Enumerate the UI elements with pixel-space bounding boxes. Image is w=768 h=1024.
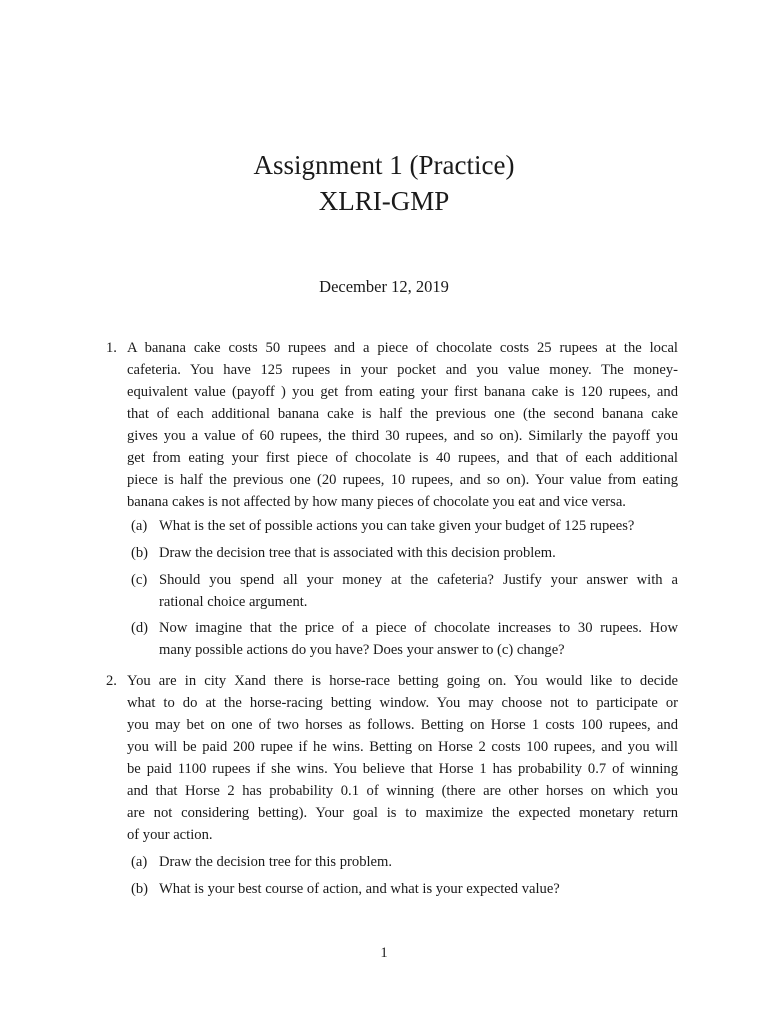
- text-line: What is your best course of action, and what is your expected value?: [159, 881, 560, 897]
- subquestion-text: [159, 617, 678, 661]
- subquestion-text: [159, 542, 678, 564]
- text-line: that of each additional banana cake is half the previous one (the second banana cake: [127, 406, 678, 422]
- text-line: be paid 1100 rupees if she wins. You believe that Horse 1 has probability 0.7 of winning: [127, 761, 678, 777]
- text-line: Now imagine that the price of a piece of chocolate increases to 30 rupees. How: [159, 620, 678, 636]
- subquestion-label: (d): [131, 620, 149, 636]
- subquestion-text: [159, 515, 678, 537]
- page-number: 1: [380, 945, 388, 961]
- text-line: You are in city Xand there is horse-race betting going on. You would like to decide: [127, 673, 678, 689]
- text-line: are not considering betting). Your goal is to maximize the expected monetary return: [127, 805, 678, 821]
- text-line: A banana cake costs 50 rupees and a piece of chocolate costs 25 rupees at the local: [127, 340, 678, 356]
- subquestion-label: (c): [131, 572, 148, 588]
- question-body: [127, 337, 678, 513]
- text-line: banana cakes is not affected by how many pieces of chocolate you eat and vice versa.: [127, 494, 626, 510]
- subquestion-text: [159, 878, 678, 900]
- subquestion-label: (b): [131, 545, 149, 561]
- text-line: get from eating your first piece of chocolate is 40 rupees, and that of each additional: [127, 450, 678, 466]
- subquestion-label: (b): [131, 881, 149, 897]
- text-line: of your action.: [127, 827, 213, 843]
- text-line: Draw the decision tree for this problem.: [159, 854, 393, 870]
- question-body: [127, 670, 678, 846]
- subquestion-text: [159, 851, 678, 873]
- subquestion-text: [159, 569, 678, 613]
- subquestion-label: (a): [131, 854, 148, 870]
- question-number: 1.: [106, 340, 117, 356]
- document-date: December 12, 2019: [319, 277, 449, 296]
- subquestion-label: (a): [131, 518, 148, 534]
- text-line: rational choice argument.: [159, 594, 308, 610]
- text-line: you may bet on one of two horses as follows. Betting on Horse 1 costs 100 rupees, and: [127, 717, 678, 733]
- text-line: What is the set of possible actions you can take given your budget of 125 rupees?: [159, 518, 635, 534]
- text-line: many possible actions do you have? Does your answer to (c) change?: [159, 642, 565, 658]
- document-title: Assignment 1 (Practice): [253, 150, 515, 180]
- text-line: piece is half the previous one (20 rupees, 10 rupees, and so on). Your value from eating: [127, 472, 678, 488]
- text-line: Draw the decision tree that is associated with this decision problem.: [159, 545, 556, 561]
- text-line: gives you a value of 60 rupees, the third 30 rupees, and so on). Similarly the payoff you: [127, 428, 678, 444]
- question-number: 2.: [106, 673, 117, 689]
- text-line: equivalent value (payoff ) you get from eating your first banana cake is 120 rupees, and: [127, 384, 678, 400]
- text-line: Should you spend all your money at the cafeteria? Justify your answer with a: [159, 572, 678, 588]
- text-line: cafeteria. You have 125 rupees in your pocket and you value money. The money-: [127, 362, 678, 378]
- text-line: and that Horse 2 has probability 0.1 of winning (there are other horses on which you: [127, 783, 678, 799]
- document-subtitle: XLRI-GMP: [318, 186, 450, 216]
- text-line: what to do at the horse-racing betting window. You may choose not to participate or: [127, 695, 678, 711]
- text-line: you will be paid 200 rupee if he wins. Betting on Horse 2 costs 100 rupees, and you will: [127, 739, 678, 755]
